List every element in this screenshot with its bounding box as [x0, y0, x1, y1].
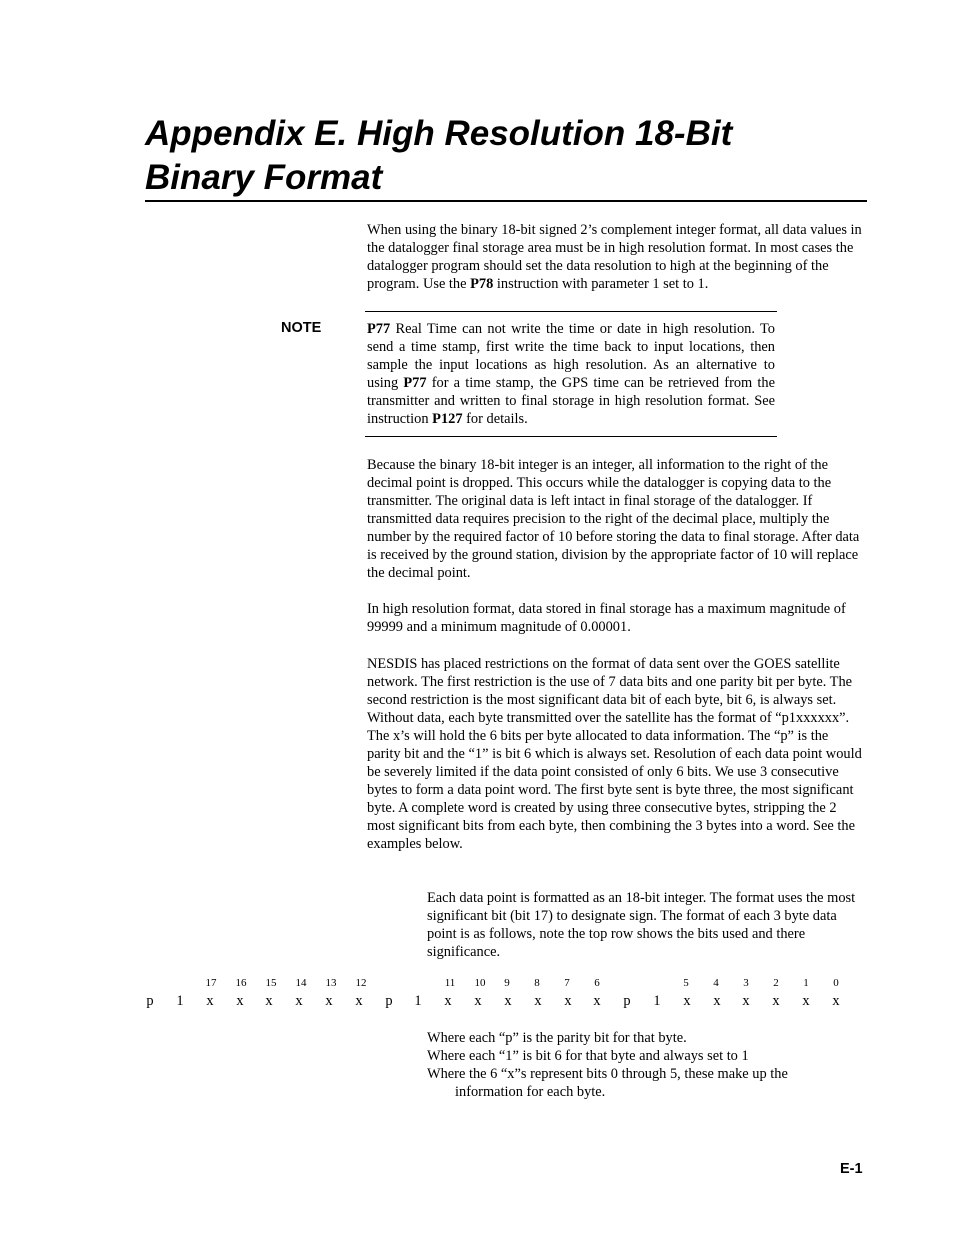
bit-number: 5	[683, 977, 689, 989]
bit-number: 7	[564, 977, 570, 989]
bit-char: p	[385, 993, 393, 1009]
bit-char: x	[772, 993, 780, 1009]
bit-number: 9	[504, 977, 510, 989]
bit-number: 6	[594, 977, 600, 989]
bit-char: 1	[414, 993, 422, 1009]
bit-char: 1	[653, 993, 661, 1009]
bit-number: 14	[295, 977, 307, 989]
bit-char: x	[534, 993, 542, 1009]
bit-char: x	[683, 993, 691, 1009]
legend-data-bits-cont: information for each byte.	[455, 1084, 606, 1100]
note-label: NOTE	[281, 320, 322, 336]
bit-char: x	[593, 993, 601, 1009]
legend-bit6: Where each “1” is bit 6 for that byte and always set to 1	[427, 1048, 749, 1064]
bit-char: x	[206, 993, 214, 1009]
bit-char: x	[713, 993, 721, 1009]
magnitude-paragraph: In high resolution format, data stored in final storage has a maximum magnitude of 99999 and a minimum magnitude of 0.00001.	[367, 601, 846, 635]
bit-char: x	[236, 993, 244, 1009]
bit-number: 3	[743, 977, 749, 989]
nesdis-paragraph: NESDIS has placed restrictions on the format of data sent over the GOES satellite network. The first restriction is the use of 7 data bits and one parity bit per byte. The second restriction is the most significant data bit of each byte, bit 6, is always set. Without data, each byte transmitted over the satellite has the format of “p1xxxxxx”. The x’s will hold the 6 bits per byte allocated to data information. The “p” is the parity bit and the “1” is bit 6 which is always set. Resolution of each data point would be severely limited if the data point consisted of only 6 bits. We use 3 consecutive bytes to form a data point word. The first byte sent is byte three, the most significant byte. A complete word is created by using three consecutive bytes, stripping the 2 most significant bits from each byte, then combining the 3 bytes into a word. See the examples below.	[367, 656, 862, 852]
bit-char: x	[295, 993, 303, 1009]
bit-number: 8	[534, 977, 540, 989]
bit-number: 11	[444, 977, 456, 989]
bit-char: x	[832, 993, 840, 1009]
bit-number: 10	[474, 977, 486, 989]
bit-number: 12	[355, 977, 367, 989]
bit-number: 13	[325, 977, 337, 989]
instruction-p78: P78	[470, 276, 494, 292]
bit-char: x	[504, 993, 512, 1009]
bit-char: x	[742, 993, 750, 1009]
note-bottom-rule	[365, 436, 777, 437]
page-number: E-1	[840, 1161, 863, 1177]
legend-parity: Where each “p” is the parity bit for that byte.	[427, 1030, 687, 1046]
bit-char: p	[623, 993, 631, 1009]
bit-char: x	[564, 993, 572, 1009]
bit-char: x	[802, 993, 810, 1009]
integer-paragraph: Because the binary 18-bit integer is an integer, all information to the right of the decimal point is dropped. This occurs while the datalogger is copying data to the transmitter. The original data is left intact in final storage of the datalogger. If transmitted data requires precision to the right of the decimal place, multiply the number by the required factor of 10 before storing the data to final storage. After data is received by the ground station, division by the appropriate factor of 10 will replace the decimal point.	[367, 457, 860, 581]
title-line-1: Appendix E. High Resolution 18-Bit	[145, 114, 733, 153]
title-underline	[145, 200, 867, 202]
bit-number: 15	[265, 977, 277, 989]
bit-number: 0	[833, 977, 839, 989]
bit-char: 1	[176, 993, 184, 1009]
legend-data-bits: Where the 6 “x”s represent bits 0 through 5, these make up the	[427, 1066, 788, 1082]
bit-char: x	[265, 993, 273, 1009]
title-line-2: Binary Format	[145, 158, 383, 197]
format-paragraph: Each data point is formatted as an 18-bit integer. The format uses the most significant bit (bit 17) to designate sign. The format of each 3 byte data point is as follows, note the top row shows the bits used and there significance.	[427, 890, 856, 960]
bit-number: 16	[235, 977, 247, 989]
bit-number: 2	[773, 977, 779, 989]
bit-number: 17	[205, 977, 217, 989]
bit-char: x	[444, 993, 452, 1009]
note-text: P77 Real Time can not write the time or date in high resolution. To send a time stamp, first write the time back to input locations, then sample the input locations as high resolution. As an alternative to using P77 for a time stamp, the GPS time can be retrieved from the transmitter and written to final storage in high resolution format. See instruction P127 for details.	[367, 321, 775, 427]
bit-char: x	[355, 993, 363, 1009]
intro-paragraph: When using the binary 18-bit signed 2’s complement integer format, all data values in the datalogger final storage area must be in high resolution format. In most cases the datalogger program should set the data resolution to high at the beginning of the program. Use the P78 instruction with parameter 1 set to 1.	[367, 222, 862, 292]
bit-number: 4	[713, 977, 719, 989]
bit-legend	[427, 1029, 867, 1101]
bit-char: p	[146, 993, 154, 1009]
page-title	[145, 112, 867, 200]
bit-char: x	[474, 993, 482, 1009]
bit-char: x	[325, 993, 333, 1009]
bit-number: 1	[803, 977, 809, 989]
note-top-rule	[365, 311, 777, 312]
